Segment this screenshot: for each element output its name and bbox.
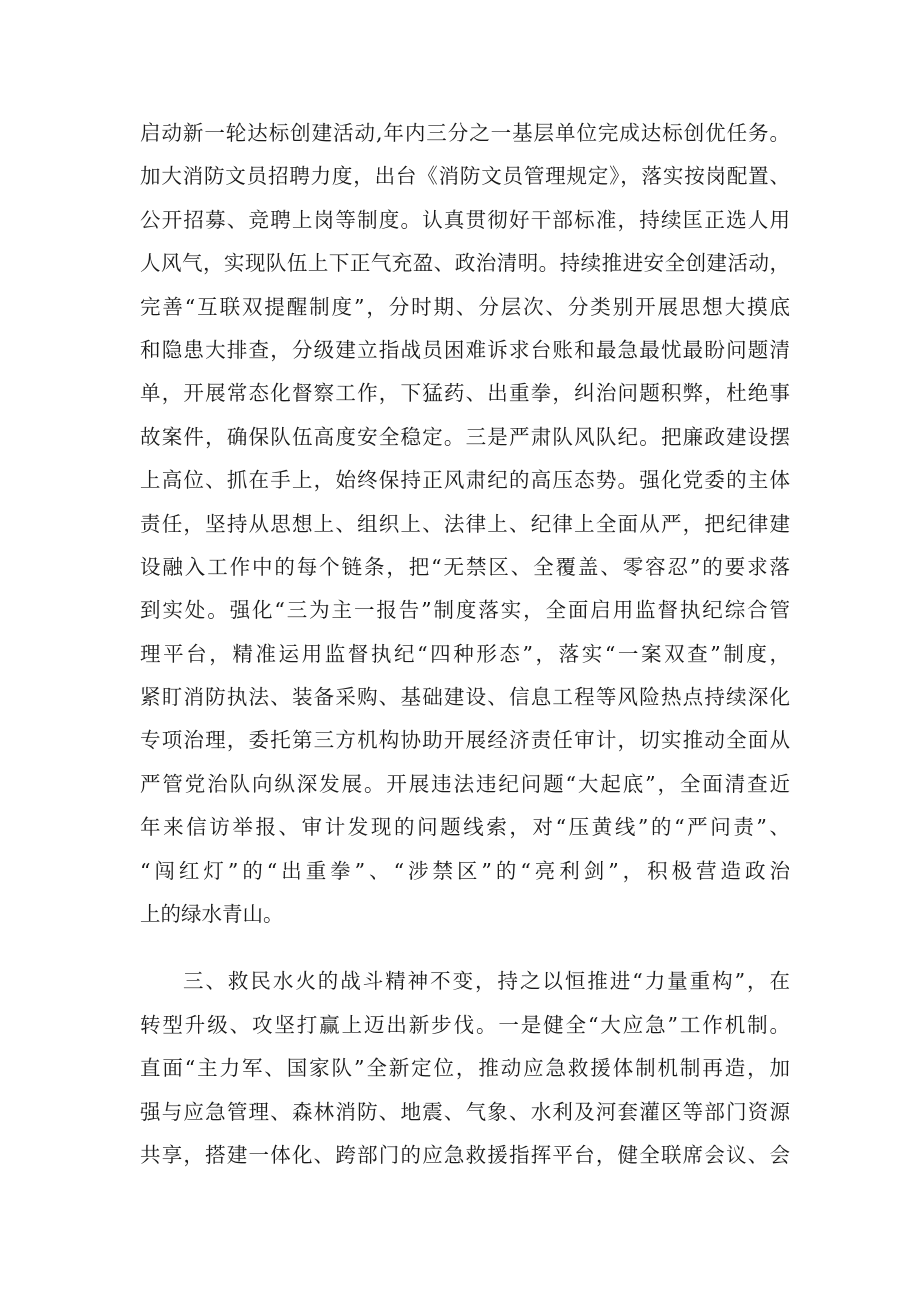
text-line: 紧盯消防执法、装备采购、基础建设、信息工程等风险热点持续深化 [140, 685, 790, 710]
text-line: 公开招募、竞聘上岗等制度。认真贯彻好干部标准，持续匡正选人用 [140, 207, 790, 232]
text-line: 直面“主力军、国家队”全新定位，推动应急救援体制机制再造，加 [140, 1056, 790, 1081]
text-line: 专项治理，委托第三方机构协助开展经济责任审计，切实推动全面从 [140, 728, 790, 753]
text-line: 年来信访举报、审计发现的问题线索，对“压黄线”的“严问责”、 [140, 815, 790, 840]
text-line: 三、救民水火的战斗精神不变，持之以恒推进“力量重构”，在 [183, 969, 790, 994]
text-line: 理平台，精准运用监督执纪“四种形态”，落实“一案双查”制度， [140, 641, 790, 666]
text-line: 和隐患大排查，分级建立指战员困难诉求台账和最急最忧最盼问题清 [140, 337, 790, 362]
text-line: 上的绿水青山。 [140, 902, 284, 927]
text-line: 到实处。强化“三为主一报告”制度落实，全面启用监督执纪综合管 [140, 598, 790, 623]
text-line: 单，开展常态化督察工作，下猛药、出重拳，纠治问题积弊，杜绝事 [140, 381, 790, 406]
text-line: 故案件，确保队伍高度安全稳定。三是严肃队风队纪。把廉政建设摆 [140, 424, 790, 449]
text-line: 加大消防文员招聘力度，出台《消防文员管理规定》，落实按岗配置、 [140, 164, 790, 189]
text-line: 人风气，实现队伍上下正气充盈、政治清明。持续推进安全创建活动， [140, 251, 790, 276]
text-line: 完善“互联双提醒制度”，分时期、分层次、分类别开展思想大摸底 [140, 294, 790, 319]
text-line: 启动新一轮达标创建活动,年内三分之一基层单位完成达标创优任务。 [140, 121, 790, 145]
text-line: 严管党治队向纵深发展。开展违法违纪问题“大起底”，全面清查近 [140, 771, 790, 796]
paragraph-spacer [140, 936, 790, 960]
text-line: 设融入工作中的每个链条，把“无禁区、全覆盖、零容忍”的要求落 [140, 554, 790, 579]
text-line: 强与应急管理、森林消防、地震、气象、水利及河套灌区等部门资源 [140, 1099, 790, 1124]
text-line: 上高位、抓在手上，始终保持正风肃纪的高压态势。强化党委的主体 [140, 468, 790, 493]
paragraph-1 [140, 112, 790, 936]
text-line: 责任，坚持从思想上、组织上、法律上、纪律上全面从严，把纪律建 [140, 511, 790, 536]
paragraph-2 [140, 960, 790, 1177]
text-line: 共享，搭建一体化、跨部门的应急救援指挥平台，健全联席会议、会 [140, 1142, 790, 1167]
text-line: 转型升级、攻坚打赢上迈出新步伐。一是健全“大应急”工作机制。 [140, 1012, 790, 1037]
text-line: “闯红灯”的“出重拳”、“涉禁区”的“亮利剑”，积极营造政治 [140, 858, 790, 883]
document-body [140, 112, 790, 1177]
